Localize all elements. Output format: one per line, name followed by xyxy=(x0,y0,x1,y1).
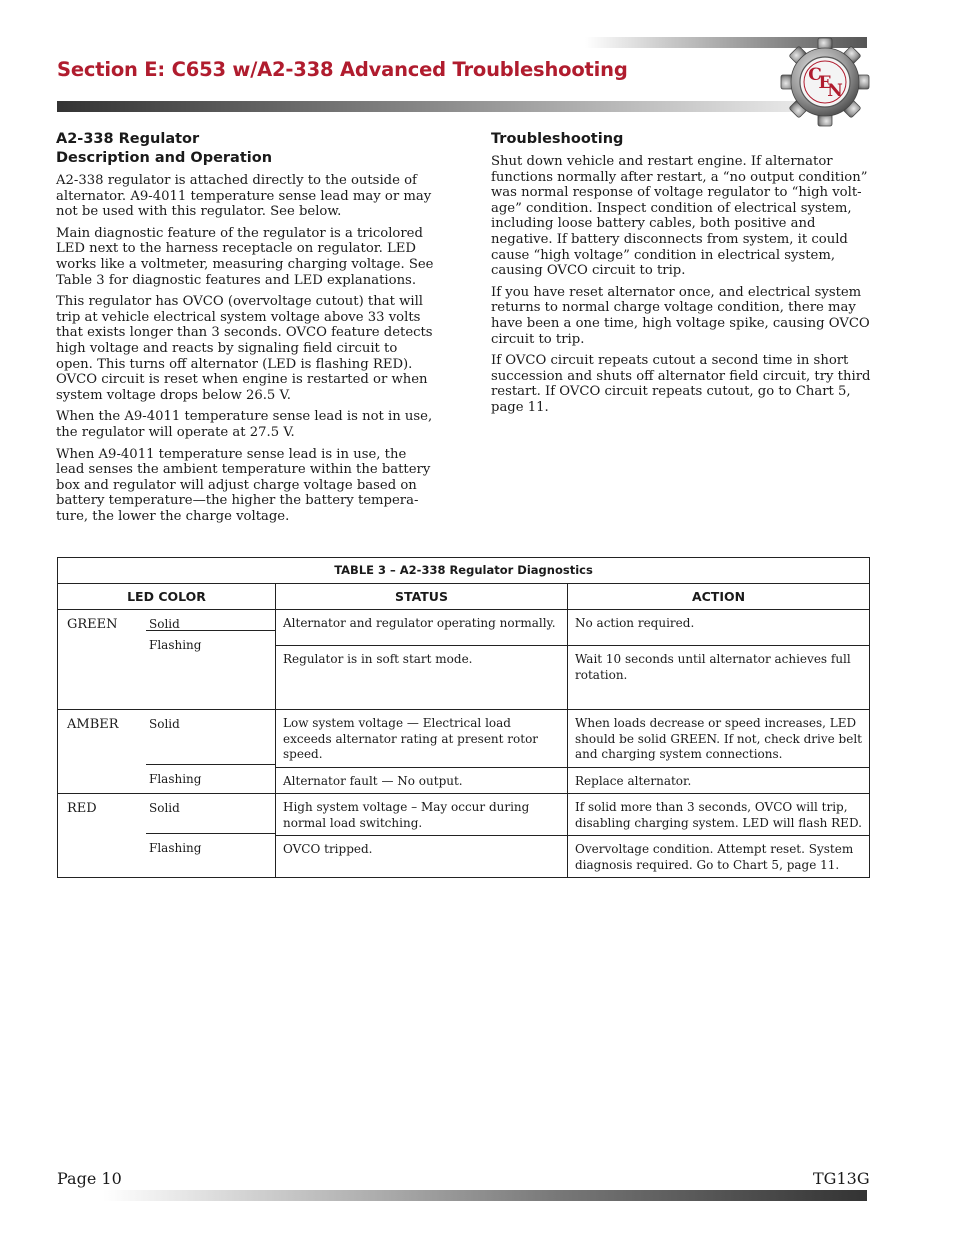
action-text: When loads decrease or speed increases, LED should be solid GREEN. If not, check drive belt and charging system connections. xyxy=(575,716,862,761)
action-cell xyxy=(568,646,870,710)
table-row xyxy=(58,610,870,646)
right-column xyxy=(491,130,873,422)
action-text: Wait 10 seconds until alternator achieves full rotation. xyxy=(575,652,851,682)
logo-letter-c: C xyxy=(808,65,822,85)
page-title: Section E: C653 w/A2-338 Advanced Troubleshooting xyxy=(57,58,628,81)
led-mode: Solid xyxy=(146,710,275,765)
paragraph: When the A9-4011 temperature sense lead is not in use, the regulator will operate at 27.5 V. xyxy=(56,409,433,440)
table-row xyxy=(58,794,870,836)
column-header-status: STATUS xyxy=(276,584,568,610)
table-row xyxy=(58,710,870,768)
action-cell xyxy=(568,794,870,836)
status-text: Alternator fault — No output. xyxy=(283,773,463,788)
status-cell xyxy=(276,646,568,710)
header-rule-gradient-bar xyxy=(57,101,799,112)
led-mode: Solid xyxy=(146,794,275,834)
paragraph: Main diagnostic feature of the regulator is a tricolored LED next to the harness receptacle on regulator. LED works like a voltmeter, measuring charging voltage. See Table 3 for diagnostic features and LED explanations. xyxy=(56,225,434,288)
footer-document-code: TG13G xyxy=(813,1169,870,1188)
paragraph: When A9-4011 temperature sense lead is in use, the lead senses the ambient temperature within the battery box and regulator will adjust charge voltage based on battery temperature—the higher the battery tempera-ture, the lower the charge voltage. xyxy=(56,446,431,524)
led-mode: Flashing xyxy=(149,772,202,786)
action-cell xyxy=(568,710,870,768)
heading-line-1: A2-338 Regulator xyxy=(56,131,200,147)
led-color-group-red xyxy=(58,794,276,878)
status-cell xyxy=(276,767,568,794)
paragraph: If you have reset alternator once, and electrical system returns to normal charge voltage condition, there may have been a one time, high voltage spike, causing OVCO circuit to trip. xyxy=(491,284,870,347)
paragraph: Shut down vehicle and restart engine. If alternator functions normally after restart, a “no output condition” was normal response of voltage regulator to “high volt-age” condition. Inspect condition of electrical system, including loose battery cables, both positive and negative. If battery disconnects from system, it could cause “high voltage” condition in electrical system, causing OVCO circuit to trip. xyxy=(491,154,868,279)
status-text: High system voltage – May occur during normal load switching. xyxy=(283,800,530,830)
led-color-name: RED xyxy=(67,801,97,816)
logo-letter-e: E xyxy=(818,73,832,93)
led-color-group-amber xyxy=(58,710,276,794)
led-color-group-green xyxy=(58,610,276,710)
footer-gradient-bar xyxy=(103,1190,867,1201)
action-text: Overvoltage condition. Attempt reset. System diagnosis required. Go to Chart 5, page 11. xyxy=(575,842,854,872)
status-text: Regulator is in soft start mode. xyxy=(283,652,473,667)
action-cell xyxy=(568,767,870,794)
led-color-name: GREEN xyxy=(67,617,118,632)
led-color-name: AMBER xyxy=(67,717,119,732)
action-cell xyxy=(568,836,870,878)
regulator-diagnostics-table xyxy=(57,557,870,878)
logo-letter-n: N xyxy=(827,81,843,101)
action-cell xyxy=(568,610,870,646)
action-text: If solid more than 3 seconds, OVCO will trip, disabling charging system. LED will flash RED. xyxy=(575,800,862,830)
status-text: Alternator and regulator operating normally. xyxy=(283,616,556,630)
action-text: No action required. xyxy=(575,616,695,630)
action-text: Replace alternator. xyxy=(575,773,692,788)
regulator-description-heading xyxy=(56,130,436,168)
led-mode: Flashing xyxy=(149,638,202,652)
heading-line-2: Description and Operation xyxy=(56,150,273,166)
status-text: OVCO tripped. xyxy=(283,842,373,856)
table-caption: TABLE 3 – A2-338 Regulator Diagnostics xyxy=(58,558,870,584)
footer-page-number: Page 10 xyxy=(57,1169,122,1188)
cen-gear-logo-icon xyxy=(779,36,871,128)
status-cell xyxy=(276,610,568,646)
status-text: Low system voltage — Electrical load exceeds alternator rating at present rotor speed. xyxy=(283,716,539,761)
paragraph: This regulator has OVCO (overvoltage cutout) that will trip at vehicle electrical system voltage above 33 volts that exists longer than 3 seconds. OVCO feature detects high voltage and reacts by signaling field circuit to open. This turns off alternator (LED is flashing RED). OVCO circuit is reset when engine is restarted or when system voltage drops below 26.5 V. xyxy=(56,294,433,403)
column-header-action: ACTION xyxy=(568,584,870,610)
led-mode: Flashing xyxy=(149,841,202,855)
status-cell xyxy=(276,710,568,768)
left-column xyxy=(56,130,436,530)
paragraph: If OVCO circuit repeats cutout a second time in short succession and shuts off alternator field circuit, try third restart. If OVCO circuit repeats cutout, go to Chart 5, page 11. xyxy=(491,353,871,415)
paragraph: A2-338 regulator is attached directly to the outside of alternator. A9-4011 temperature sense lead may or may not be used with this regulator. See below. xyxy=(56,173,432,220)
column-header-led-color: LED COLOR xyxy=(58,584,276,610)
led-mode: Solid xyxy=(146,610,275,631)
troubleshooting-heading: Troubleshooting xyxy=(491,131,624,147)
status-cell xyxy=(276,836,568,878)
status-cell xyxy=(276,794,568,836)
